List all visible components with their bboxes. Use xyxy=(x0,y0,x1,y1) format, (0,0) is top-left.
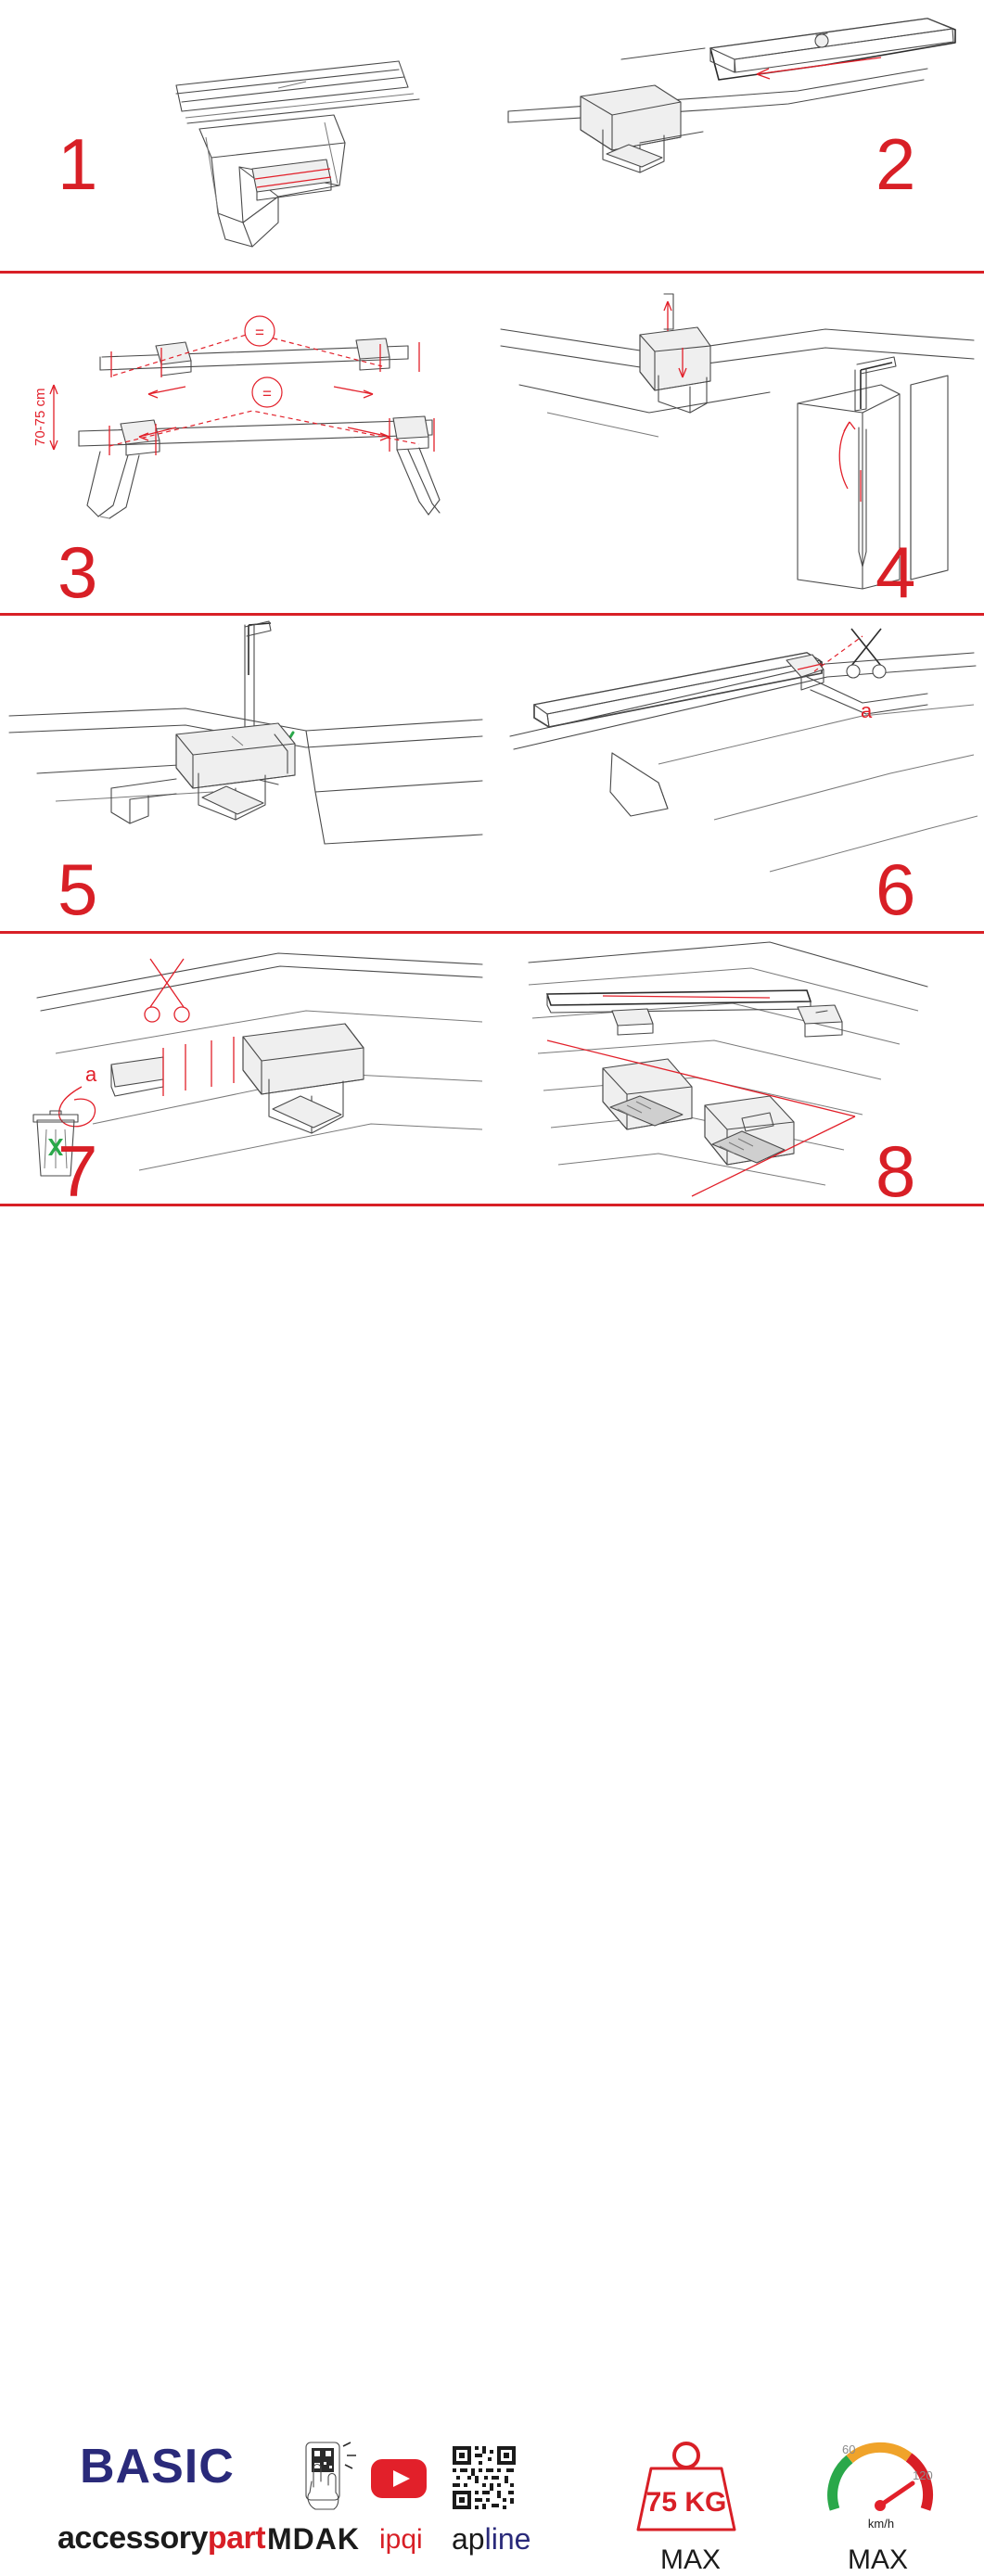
svg-text:a: a xyxy=(85,1063,97,1086)
logo-apline xyxy=(452,2522,530,2557)
speed-unit-label: km/h xyxy=(867,2517,895,2531)
logo-ap-text: ap xyxy=(452,2522,485,2556)
max-speed-icon xyxy=(822,2431,940,2535)
logo-mdak: MDAK xyxy=(267,2522,360,2556)
speed-tick-60: 60 xyxy=(842,2442,856,2456)
footer-logos xyxy=(0,1205,984,2575)
brand-basic: BASIC xyxy=(80,2440,235,2493)
youtube-icon[interactable] xyxy=(371,2459,427,2498)
step-number-4: 4 xyxy=(875,531,914,613)
speed-tick-120: 120 xyxy=(913,2468,933,2482)
svg-text:=: = xyxy=(255,324,264,341)
scan-qr-icon xyxy=(293,2441,364,2513)
qr-code xyxy=(451,2444,518,2511)
max-load-label: MAX xyxy=(660,2544,722,2575)
step-number-3: 3 xyxy=(58,531,96,613)
step-number-1: 1 xyxy=(58,123,96,205)
step-number-5: 5 xyxy=(58,848,96,930)
step-number-7: 7 xyxy=(58,1130,96,1212)
svg-text:=: = xyxy=(262,385,272,402)
step-number-8: 8 xyxy=(875,1130,914,1212)
brand-accessorypart xyxy=(58,2520,265,2557)
logo-line-text: line xyxy=(484,2522,531,2556)
max-load-icon xyxy=(631,2435,742,2537)
svg-text:70-75 cm: 70-75 cm xyxy=(32,388,48,446)
step-number-6: 6 xyxy=(875,848,914,930)
svg-text:a: a xyxy=(861,699,873,722)
max-speed-label: MAX xyxy=(848,2544,909,2575)
logo-ipqi: ipqi xyxy=(379,2524,423,2555)
brand-accessory-text: accessory xyxy=(58,2520,208,2556)
max-load-value: 75 KG xyxy=(645,2487,727,2518)
step-number-2: 2 xyxy=(875,123,914,205)
brand-part-text: part xyxy=(207,2520,266,2556)
